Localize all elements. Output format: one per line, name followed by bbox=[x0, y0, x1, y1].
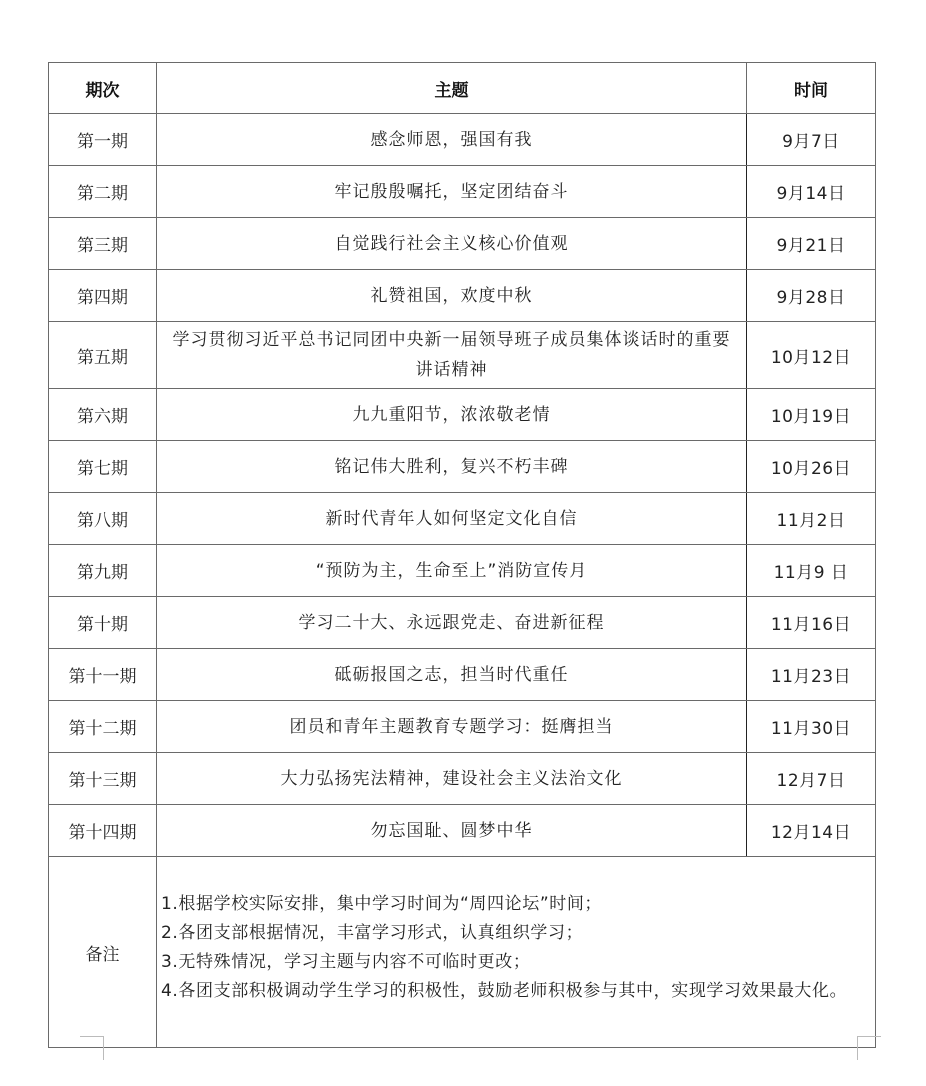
schedule-document bbox=[48, 62, 875, 1048]
date-text: 9月14日 bbox=[776, 184, 846, 204]
table-row bbox=[49, 166, 876, 218]
date-cell bbox=[747, 270, 876, 322]
date-text: 10月12日 bbox=[770, 347, 852, 368]
crop-mark-left-v bbox=[103, 1036, 104, 1060]
date-cell bbox=[747, 114, 876, 166]
topic-cell bbox=[157, 270, 747, 322]
date-cell bbox=[747, 753, 876, 805]
table-row bbox=[49, 805, 876, 857]
date-text: 11月30日 bbox=[770, 719, 852, 739]
date-cell bbox=[747, 389, 876, 441]
date-text: 9月7日 bbox=[782, 132, 840, 152]
topic-cell bbox=[157, 114, 747, 166]
topic-cell bbox=[157, 701, 747, 753]
topic-cell bbox=[157, 649, 747, 701]
period-cell: 第一期 bbox=[49, 114, 157, 166]
date-cell bbox=[747, 441, 876, 493]
crop-mark-left-h bbox=[80, 1036, 104, 1037]
note-line: 2.各团支部根据情况，丰富学习形式，认真组织学习； bbox=[161, 923, 584, 943]
period-cell: 第二期 bbox=[49, 166, 157, 218]
topic-text: 大力弘扬宪法精神，建设社会主义法治文化 bbox=[280, 768, 623, 789]
table-row bbox=[49, 493, 876, 545]
topic-cell bbox=[157, 753, 747, 805]
table-row bbox=[49, 218, 876, 270]
topic-cell bbox=[157, 597, 747, 649]
period-cell: 第三期 bbox=[49, 218, 157, 270]
topic-text: 砥砺报国之志，担当时代重任 bbox=[334, 664, 569, 685]
table-row bbox=[49, 322, 876, 389]
date-text: 12月7日 bbox=[776, 771, 846, 791]
date-text: 11月23日 bbox=[770, 667, 852, 687]
table-row bbox=[49, 597, 876, 649]
topic-cell bbox=[157, 218, 747, 270]
topic-cell bbox=[157, 389, 747, 441]
date-text: 11月2日 bbox=[776, 511, 846, 531]
table-row bbox=[49, 753, 876, 805]
topic-text: 新时代青年人如何坚定文化自信 bbox=[325, 508, 578, 529]
header-period: 期次 bbox=[49, 63, 157, 114]
table-row bbox=[49, 649, 876, 701]
topic-text: 自觉践行社会主义核心价值观 bbox=[334, 233, 569, 254]
topic-text: 九九重阳节，浓浓敬老情 bbox=[352, 404, 551, 425]
date-text: 11月16日 bbox=[770, 615, 852, 635]
header-topic: 主题 bbox=[157, 63, 747, 114]
period-cell: 第十一期 bbox=[49, 649, 157, 701]
period-cell: 第七期 bbox=[49, 441, 157, 493]
table-row bbox=[49, 545, 876, 597]
topic-text: 感念师恩，强国有我 bbox=[370, 129, 533, 150]
date-cell bbox=[747, 805, 876, 857]
topic-cell bbox=[157, 493, 747, 545]
topic-text: “预防为主，生命至上”消防宣传月 bbox=[315, 560, 588, 581]
period-cell: 第五期 bbox=[49, 322, 157, 389]
period-cell: 第十二期 bbox=[49, 701, 157, 753]
period-cell: 第四期 bbox=[49, 270, 157, 322]
date-text: 12月14日 bbox=[770, 823, 852, 843]
header-date: 时间 bbox=[747, 63, 876, 114]
topic-cell bbox=[157, 322, 747, 389]
topic-text: 学习二十大、永远跟党走、奋进新征程 bbox=[298, 612, 605, 633]
topic-text: 牢记殷殷嘱托，坚定团结奋斗 bbox=[334, 181, 569, 202]
period-cell: 第六期 bbox=[49, 389, 157, 441]
crop-mark-right-h bbox=[857, 1036, 881, 1037]
table-header-row bbox=[49, 63, 876, 114]
notes-body bbox=[157, 857, 876, 1048]
topic-cell bbox=[157, 805, 747, 857]
topic-cell bbox=[157, 441, 747, 493]
notes-row bbox=[49, 857, 876, 1048]
note-line: 1.根据学校实际安排，集中学习时间为“周四论坛”时间； bbox=[161, 894, 603, 914]
table-row bbox=[49, 389, 876, 441]
notes-label: 备注 bbox=[49, 857, 157, 1048]
period-cell: 第十四期 bbox=[49, 805, 157, 857]
topic-cell bbox=[157, 166, 747, 218]
topic-text: 学习贯彻习近平总书记同团中央新一届领导班子成员集体谈话时的重要讲话精神 bbox=[172, 330, 731, 380]
date-cell bbox=[747, 701, 876, 753]
date-cell bbox=[747, 218, 876, 270]
date-cell bbox=[747, 649, 876, 701]
period-cell: 第十期 bbox=[49, 597, 157, 649]
note-line: 4.各团支部积极调动学生学习的积极性，鼓励老师积极参与其中，实现学习效果最大化。 bbox=[161, 981, 848, 1001]
topic-text: 铭记伟大胜利，复兴不朽丰碑 bbox=[334, 456, 569, 477]
date-text: 10月19日 bbox=[770, 407, 852, 427]
date-cell bbox=[747, 166, 876, 218]
study-schedule-table bbox=[48, 62, 876, 1048]
date-text: 9月21日 bbox=[776, 236, 846, 256]
date-text: 10月26日 bbox=[770, 459, 852, 479]
date-text: 9月28日 bbox=[776, 288, 846, 308]
date-cell bbox=[747, 597, 876, 649]
date-cell bbox=[747, 322, 876, 389]
period-cell: 第八期 bbox=[49, 493, 157, 545]
topic-text: 勿忘国耻、圆梦中华 bbox=[370, 820, 533, 841]
period-cell: 第十三期 bbox=[49, 753, 157, 805]
date-cell bbox=[747, 493, 876, 545]
crop-mark-right-v bbox=[857, 1036, 858, 1060]
period-cell: 第九期 bbox=[49, 545, 157, 597]
topic-text: 团员和青年主题教育专题学习：挺膺担当 bbox=[289, 716, 614, 737]
date-cell bbox=[747, 545, 876, 597]
date-text: 11月9 日 bbox=[773, 563, 849, 583]
note-line: 3.无特殊情况，学习主题与内容不可临时更改； bbox=[161, 952, 531, 972]
topic-cell bbox=[157, 545, 747, 597]
topic-text: 礼赞祖国，欢度中秋 bbox=[370, 285, 533, 306]
table-row bbox=[49, 114, 876, 166]
table-row bbox=[49, 701, 876, 753]
table-row bbox=[49, 441, 876, 493]
table-row bbox=[49, 270, 876, 322]
